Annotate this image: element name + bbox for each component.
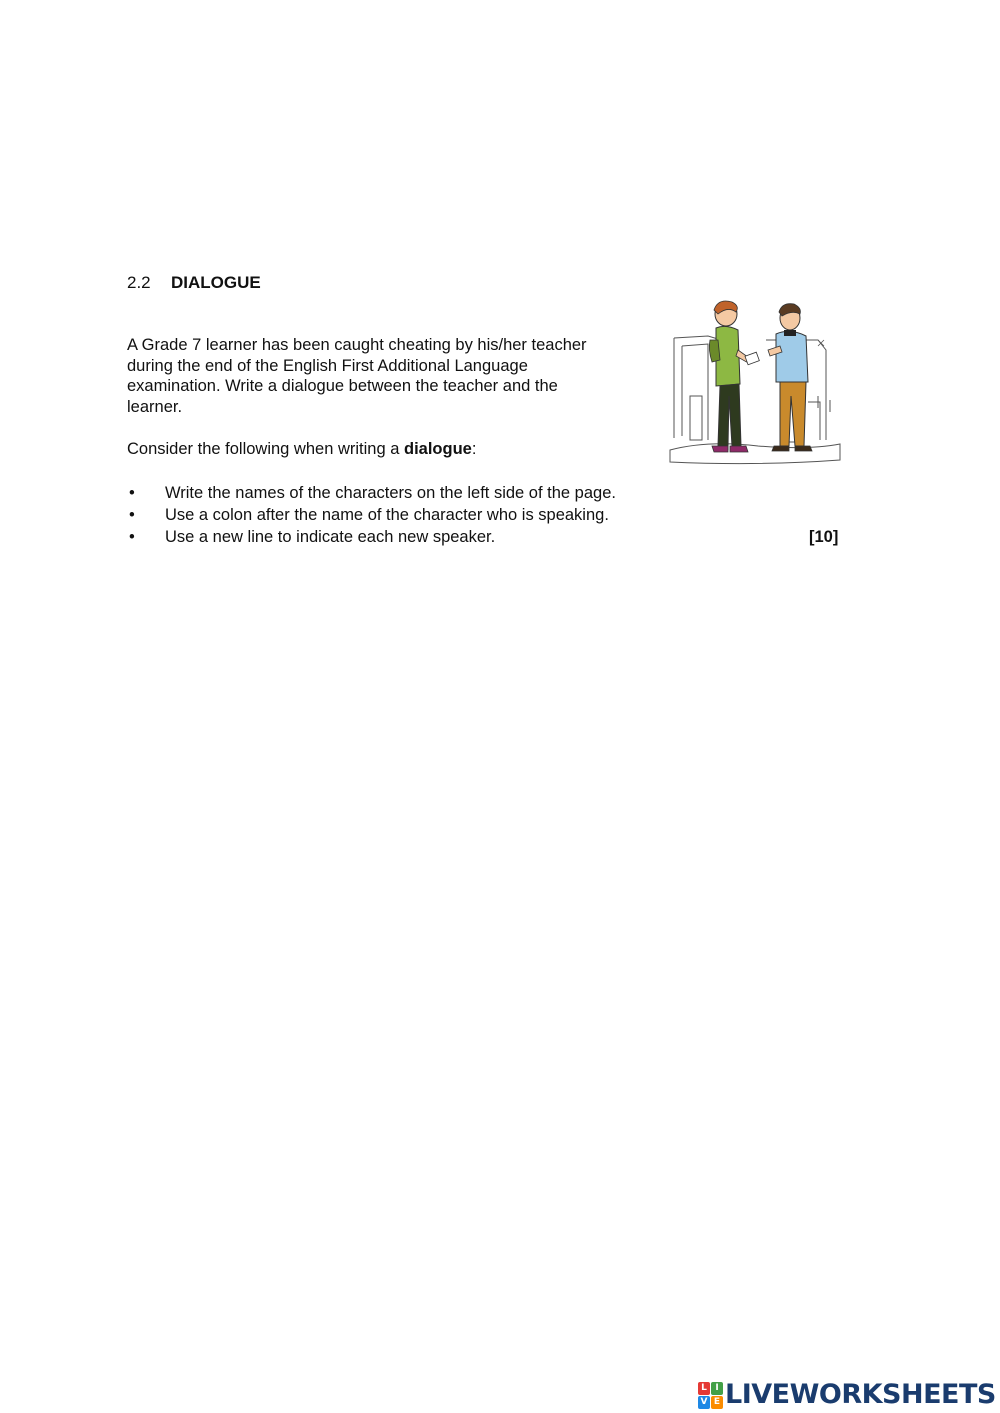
liveworksheets-logo-icon bbox=[698, 1382, 722, 1408]
liveworksheets-brand bbox=[698, 1378, 996, 1412]
instructions-paragraph bbox=[127, 335, 647, 417]
logo-letter: L bbox=[698, 1382, 710, 1395]
paragraph-line: learner. bbox=[127, 397, 183, 416]
total-marks: [10] bbox=[809, 528, 839, 546]
list-item bbox=[127, 504, 847, 526]
section-number: 2.2 bbox=[127, 273, 151, 292]
two-people-talking-icon bbox=[668, 300, 843, 466]
bullet-icon: • bbox=[129, 484, 135, 502]
paragraph-line: during the end of the English First Additional Language bbox=[127, 356, 528, 375]
logo-letter: E bbox=[711, 1396, 723, 1409]
logo-letter: I bbox=[711, 1382, 723, 1395]
logo-letter: V bbox=[698, 1396, 710, 1409]
list-item-text: Write the names of the characters on the left side of the page. bbox=[165, 484, 616, 502]
guideline-list bbox=[127, 482, 847, 548]
paragraph-line: A Grade 7 learner has been caught cheating by his/her teacher bbox=[127, 336, 587, 354]
list-item-text: Use a new line to indicate each new speaker. bbox=[165, 528, 496, 546]
consider-line bbox=[127, 439, 476, 460]
bullet-icon: • bbox=[129, 506, 135, 524]
section-heading bbox=[127, 272, 261, 294]
list-item bbox=[127, 482, 847, 504]
section-title: DIALOGUE bbox=[171, 273, 261, 292]
consider-prefix: Consider the following when writing a bbox=[127, 440, 404, 458]
brand-wordmark: LIVEWORKSHEETS bbox=[725, 1379, 996, 1410]
bullet-icon: • bbox=[129, 528, 135, 546]
consider-keyword: dialogue bbox=[403, 440, 472, 458]
list-item bbox=[127, 526, 847, 548]
consider-suffix: : bbox=[471, 440, 477, 458]
list-item-text: Use a colon after the name of the character who is speaking. bbox=[165, 506, 609, 524]
paragraph-line: examination. Write a dialogue between the teacher and the bbox=[127, 377, 558, 395]
